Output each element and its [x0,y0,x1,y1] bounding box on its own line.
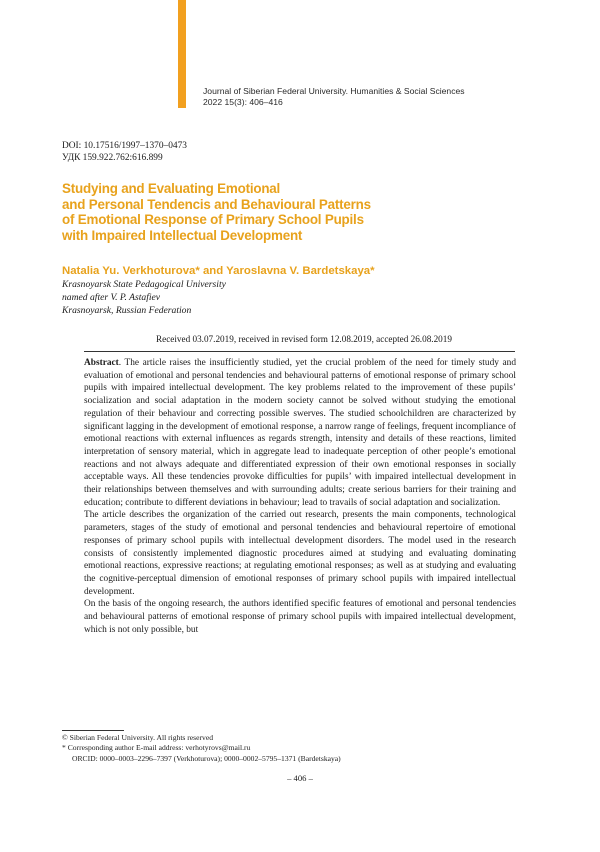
abstract-paragraph: On the basis of the ongoing research, the authors identified specific features of emotional and personal tendencies and behavioural patterns of emotional response of primary school pupils with impaired intellectual development, which is not only possible, but [84,599,516,635]
title-line: with Impaired Intellectual Development [62,227,303,243]
affiliation-line: Krasnoyarsk, Russian Federation [62,304,192,316]
doi: DOI: 10.17516/1997–1370–0473 [62,141,187,151]
journal-name: Journal of Siberian Federal University. Humanities & Social Sciences [203,86,465,96]
article-title [62,181,482,243]
page-number: – 406 – [287,773,313,783]
title-line: Studying and Evaluating Emotional [62,181,281,196]
abstract-label: Abstract [84,358,119,368]
authors: Natalia Yu. Verkhoturova* and Yaroslavna V. Bardetskaya* [62,265,375,277]
footnote-divider [62,730,124,731]
affiliation [62,279,226,317]
title-line: and Personal Tendencis and Behavioural Patterns [62,196,371,212]
orcid-note: ORCID: 0000–0003–2296–7397 (Verkhoturova); 0000–0002–5795–1371 (Bardetskaya) [72,753,341,763]
copyright-note: © Siberian Federal University. All rights reserved [62,733,213,742]
abstract-divider [84,351,515,352]
received-dates: Received 03.07.2019, received in revised form 12.08.2019, accepted 26.08.2019 [156,334,452,344]
journal-issue: 2022 15(3): 406–416 [203,97,283,107]
abstract-text: . The article raises the insufficiently studied, yet the crucial problem of the need for timely study and evaluation of emotional and personal tendencies and behavioural patterns of emotional response of primary school pupils with impaired intellectual development. The key problems related to the improvement of these pupils’ socialization and social adaptation in the modern society cannot be solved without studying the emotional regulation of their behaviour and correcting possible swerves. The studied schoolchildren are characterized by significant lagging in the development of emotional response, a narrow range of feelings, frequent incompliance of emotional reactions with external influences as regards strength, intensity and details of these reactions, limited interpretation of sensory material, which in aggregate lead to inadequate perception of other people’s emotional reactions and not always adequate and differentiated expression of their own emotional responses in socially acceptable ways. All these tendencies provoke difficulties for pupils’ with impaired intellectual development in their relationships between themselves and with surrounding adults; create serious barriers for their training and education; contribute to different deviations in behaviour; lead to travails of social adaptation and socialization. [84,358,516,508]
abstract-paragraph: The article describes the organization of the carried out research, presents the main components, technological parameters, stages of the study of emotional and personal tendencies and behavioural repertoire of emotional responses of primary school pupils with intellectual development disorders. The model used in the research consists of consistently implemented diagnostic procedures aimed at studying and evaluating dominating emotional reactions, expressive reactions; at regulating emotional responses; as well as at studying and evaluating the cognitive-perceptual dimension of emotional responses of primary school pupils with impaired intellectual development. [84,510,516,597]
title-line: of Emotional Response of Primary School Pupils [62,212,364,228]
abstract [84,357,516,636]
corresponding-author-note: * Corresponding author E-mail address: verhotyrovs@mail.ru [62,743,251,753]
affiliation-line: named after V. P. Astafiev [62,291,161,303]
affiliation-line: Krasnoyarsk State Pedagogical University [62,279,226,290]
identifiers [62,141,187,164]
footnotes [62,733,532,764]
abstract-paragraph [84,357,516,509]
journal-header [203,86,543,108]
accent-bar [178,0,186,108]
udk: УДК 159.922.762:616.899 [62,152,163,163]
